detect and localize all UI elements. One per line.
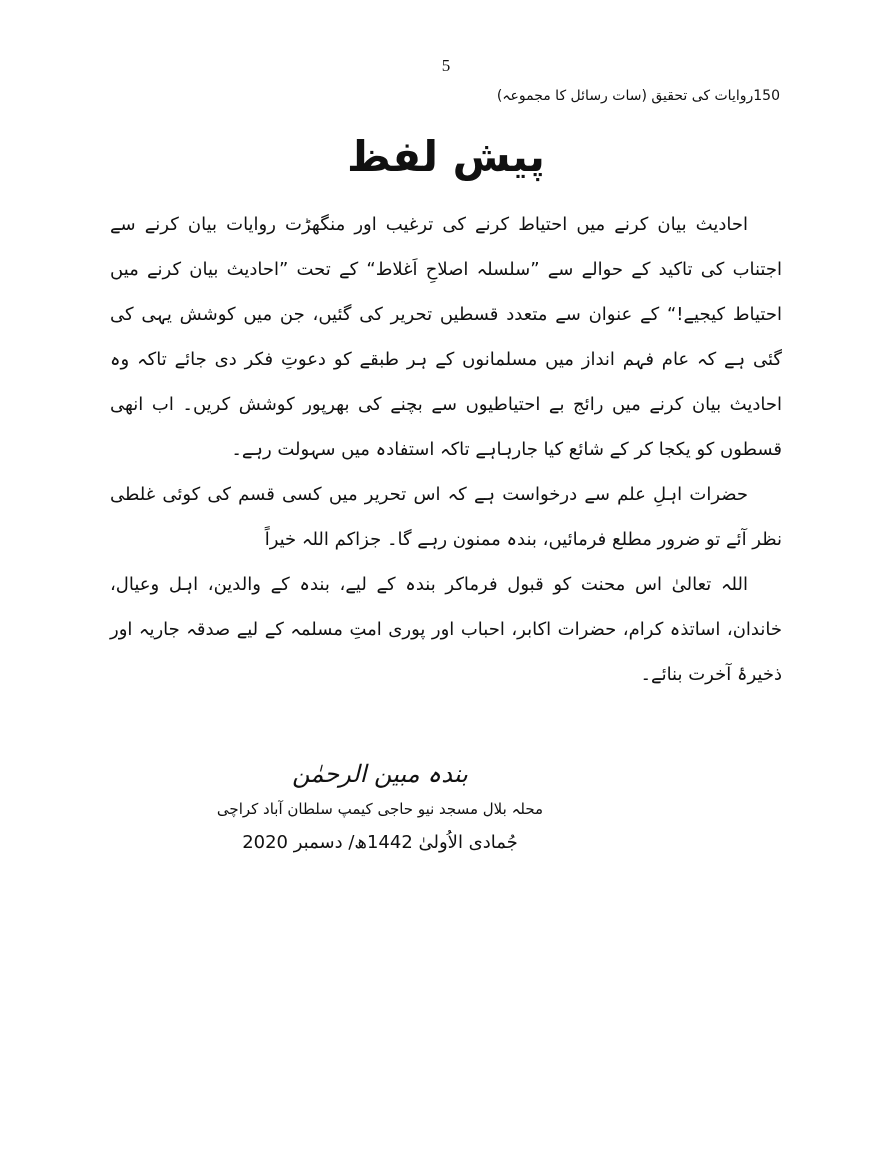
body-text: [110, 202, 782, 697]
signature-date: جُمادی الاُولیٰ 1442ھ/ دسمبر 2020: [242, 832, 518, 853]
signature-block: [0, 760, 760, 853]
signature-name: بندہ مبین الرحمٰن: [292, 760, 468, 788]
paragraph-intro: احادیث بیان کرنے میں احتیاط کرنے کی ترغیب اور منگھڑت روایات بیان کرنے سے اجتناب کی تاکید کے حوالے سے ”سلسلہ اصلاحِ اَغلاط“ کے تحت ”احادیث بیان کرنے میں احتیاط کیجیے!“ کے عنوان سے متعدد قسطیں تحریر کی گئیں، جن میں کوشش یہی کی گئی ہے کہ عام فہم انداز میں مسلمانوں کے ہر طبقے کو دعوتِ فکر دی جائے تاکہ وہ احادیث بیان کرنے میں رائج بے احتیاطیوں سے بچنے کی بھرپور کوشش کریں۔ اب انھی قسطوں کو یکجا کر کے شائع کیا جارہاہے تاکہ استفادہ میں سہولت رہے۔: [110, 214, 782, 460]
paragraph-prayer: اللہ تعالیٰ اس محنت کو قبول فرماکر بندہ کے لیے، بندہ کے والدین، اہل وعیال، خاندان، اساتذہ کرام، حضرات اکابر، احباب اور پوری امتِ مسلمہ کے لیے صدقہ جاریہ اور ذخیرۂ آخرت بنائے۔: [110, 574, 782, 685]
signature-address: محلہ بلال مسجد نیو حاجی کیمپ سلطان آباد کراچی: [216, 800, 544, 818]
running-header: 150روایات کی تحقیق (سات رسائل کا مجموعہ): [496, 88, 780, 104]
page-number: 5: [441, 56, 451, 75]
paragraph-request: حضرات اہلِ علم سے درخواست ہے کہ اس تحریر میں کسی قسم کی کوئی غلطی نظر آئے تو ضرور مطلع فرمائیں، بندہ ممنون رہے گا۔ جزاکم اللہ خیراً: [110, 484, 782, 550]
page-title: پیش لفظ: [347, 132, 545, 181]
